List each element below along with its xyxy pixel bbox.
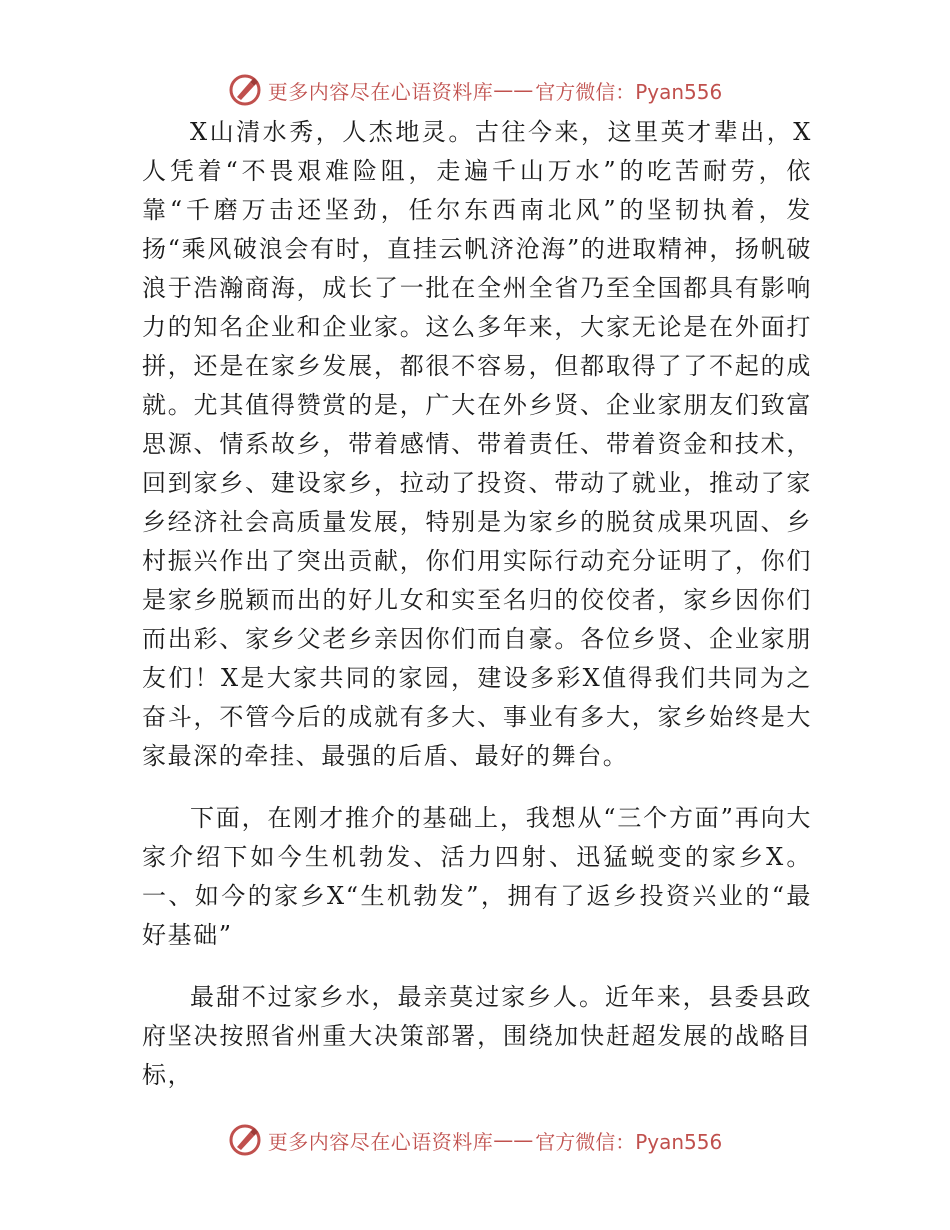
header-banner xyxy=(0,70,950,110)
header-banner-dash: —— xyxy=(493,78,534,102)
paragraph-3: 最甜不过家乡水，最亲莫过家乡人。近年来，县委县政府坚决按照省州重大决策部署，围绕加快赶超发展的战略目标， xyxy=(142,983,812,1089)
header-wechat-text: 官方微信：Pyan556 xyxy=(535,79,723,104)
footer-banner-text: 更多内容尽在心语资料库 xyxy=(267,1129,494,1154)
document-body xyxy=(142,113,812,1095)
footer-banner xyxy=(0,1120,950,1160)
paragraph-1: X山清水秀，人杰地灵。古往今来，这里英才辈出，X人凭着“不畏艰难险阻，走遍千山万水”的吃苦耐劳，依靠“千磨万击还坚劲，任尔东西南北风”的坚韧执着，发扬“乘风破浪会有时，直挂云帆济沧海”的进取精神，扬帆破浪于浩瀚商海，成长了一批在全州全省乃至全国都具有影响力的知名企业和企业家。这么多年来，大家无论是在外面打拼，还是在家乡发展，都很不容易，但都取得了了不起的成就。尤其值得赞赏的是，广大在外乡贤、企业家朋友们致富思源、情系故乡，带着感情、带着责任、带着资金和技术，回到家乡、建设家乡，拉动了投资、带动了就业，推动了家乡经济社会高质量发展，特别是为家乡的脱贫成果巩固、乡村振兴作出了突出贡献，你们用实际行动充分证明了，你们是家乡脱颖而出的好儿女和实至名归的佼佼者，家乡因你们而出彩、家乡父老乡亲因你们而自豪。各位乡贤、企业家朋友们！X是大家共同的家园，建设多彩X值得我们共同为之奋斗，不管今后的成就有多大、事业有多大，家乡始终是大家最深的牵挂、最强的后盾、最好的舞台。 xyxy=(142,118,812,770)
header-banner-text: 更多内容尽在心语资料库 xyxy=(267,79,494,104)
footer-banner-dash: —— xyxy=(493,1128,534,1152)
brand-logo-icon xyxy=(228,1123,262,1157)
brand-logo-icon xyxy=(228,73,262,107)
footer-wechat-text: 官方微信：Pyan556 xyxy=(535,1129,723,1154)
paragraph-2: 下面，在刚才推介的基础上，我想从“三个方面”再向大家介绍下如今生机勃发、活力四射、迅猛蜕变的家乡X。一、如今的家乡X“生机勃发”，拥有了返乡投资兴业的“最好基础” xyxy=(142,804,812,949)
